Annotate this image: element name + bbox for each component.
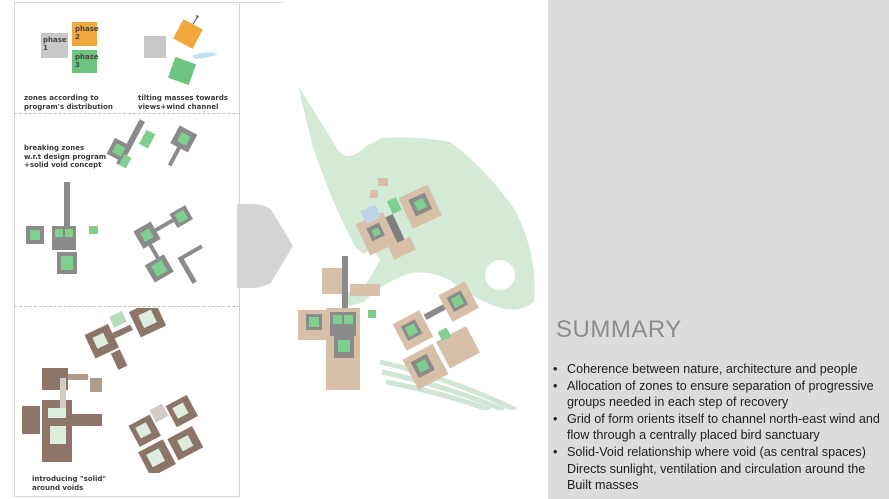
divider-1: [14, 113, 240, 114]
tilt-green-square: [168, 57, 196, 85]
divider-2: [14, 306, 240, 307]
summary-title: SUMMARY: [556, 316, 682, 343]
bullet-icon: •: [553, 444, 558, 459]
bullet-icon: •: [553, 411, 558, 426]
solid-void-diagram: [20, 180, 220, 305]
bullet-icon: •: [553, 378, 558, 393]
summary-point: • Allocation of zones to ensure separation of progressive groups needed in each step of recovery: [553, 378, 874, 410]
site-plan: [290, 80, 545, 410]
summary-point: • Solid-Void relationship where void (as central spaces) Directs sunlight, ventilation and circulation around the Built masses: [553, 444, 866, 493]
phase2-label: phase 2: [75, 25, 99, 41]
bullet-icon: •: [553, 362, 558, 376]
summary-list: [553, 361, 883, 494]
solid-around-voids-diagram: [20, 308, 215, 473]
panel-left-border: [14, 2, 15, 497]
summary-point: • Coherence between nature, architecture and people: [553, 362, 858, 376]
phase1-label: phase 1: [43, 36, 67, 52]
caption-breaking: breaking zones w.r.t design program +solid void concept: [24, 144, 107, 169]
bird-sanctuary-pond: [485, 260, 515, 290]
breaking-diagram: [100, 118, 210, 178]
caption-zones: zones according to program's distribution: [24, 94, 113, 111]
concept-panel: [0, 0, 240, 499]
phase3-label: phase 3: [75, 53, 99, 69]
tilt-orange-square: [173, 19, 203, 49]
panel-bottom-border: [14, 496, 240, 497]
tilt-grey-square: [144, 36, 166, 58]
wind-channel-icon: [192, 52, 218, 59]
tilting-diagram: [138, 14, 228, 94]
caption-tilting: tilting masses towards views+wind channel: [138, 94, 228, 111]
summary-point: • Grid of form orients itself to channel north-east wind and flow through a centrally placed bird sanctuary: [553, 411, 880, 443]
prev-slide-shape[interactable]: [237, 204, 293, 288]
panel-top-border: [14, 2, 284, 3]
caption-introducing: introducing "solid" around voids: [32, 475, 107, 492]
road-curves: [380, 362, 516, 410]
